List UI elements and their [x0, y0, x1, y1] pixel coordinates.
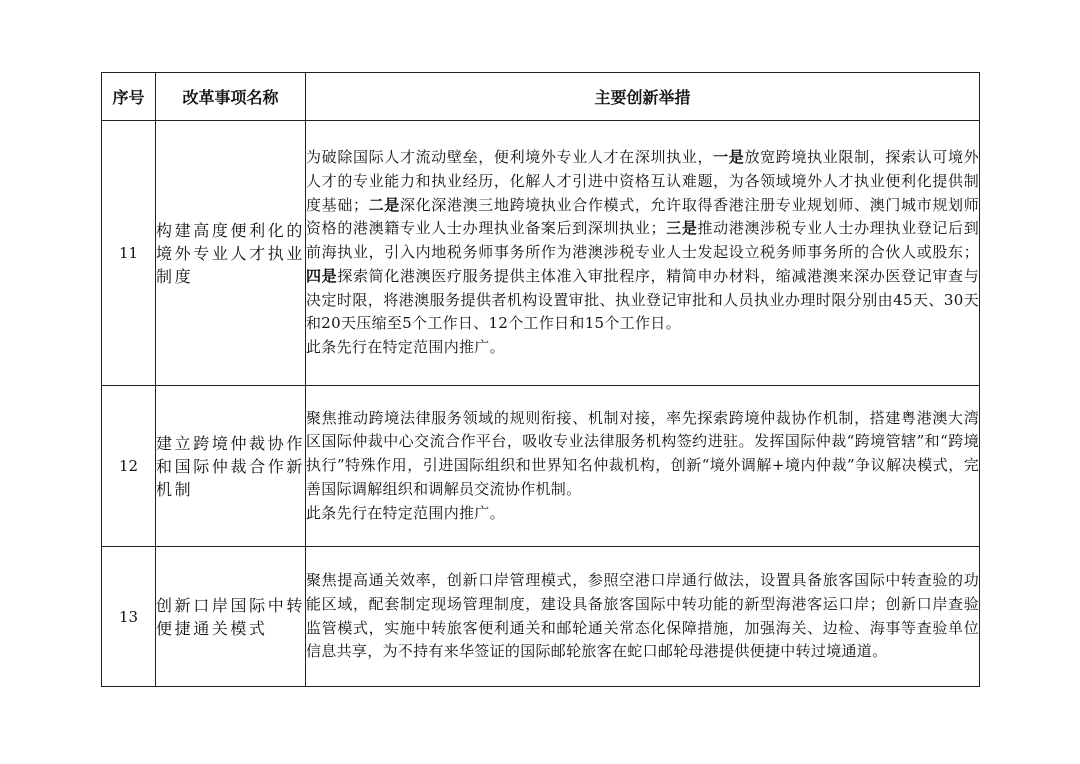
- table-row: [102, 386, 980, 547]
- row-number: 13: [102, 547, 156, 687]
- measure-segment: 放宽跨境执业限制，探索认可境外人才的专业能力和执业经历，化解人才引进中资格互认难题，为各领域境外人才执业便利化提供制度基础；: [306, 148, 979, 214]
- table-row: [102, 547, 980, 687]
- row-measures: [306, 547, 980, 687]
- measure-text: [306, 407, 979, 502]
- measure-note: 此条先行在特定范围内推广。: [306, 503, 505, 522]
- measure-text: [306, 146, 979, 336]
- measure-text: [306, 569, 979, 664]
- row-number: 12: [102, 386, 156, 547]
- measure-ordinal: 三是: [665, 219, 698, 238]
- measure-note: 此条先行在特定范围内推广。: [306, 337, 505, 356]
- measure-segment: 探索简化港澳医疗服务提供主体准入审批程序，精简申办材料，缩减港澳来深办医登记审查与决定时限，将港澳服务提供者机构设置审批、执业登记审批和人员执业办理时限分别由45天、30天和20天压缩至5个工作日、12个工作日和15个工作日。: [306, 266, 979, 333]
- row-name: 建立跨境仲裁协作和国际仲裁合作新机制: [156, 386, 306, 547]
- row-name: 创新口岸国际中转便捷通关模式: [156, 547, 306, 687]
- row-measures: [306, 386, 980, 547]
- measure-segment: 深化深港澳三地跨境执业合作模式，允许取得香港注册专业规划师、澳门城市规划师资格的港澳籍专业人士办理执业备案后到深圳执业；: [306, 195, 979, 238]
- row-number: 11: [102, 121, 156, 386]
- measure-segment: 聚焦推动跨境法律服务领域的规则衔接、机制对接，率先探索跨境仲裁协作机制，搭建粤港澳大湾区国际仲裁中心交流合作平台，吸收专业法律服务机构签约进驻。发挥国际仲裁“跨境管辖”和“跨境执行”特殊作用，引进国际组织和世界知名仲裁机构，创新“境外调解+境内仲裁”争议解决模式，完善国际调解组织和调解员交流协作机制。: [306, 408, 979, 498]
- measure-segment: 聚焦提高通关效率，创新口岸管理模式，参照空港口岸通行做法，设置具备旅客国际中转查验的功能区域，配套制定现场管理制度，建设具备旅客国际中转功能的新型海港客运口岸；创新口岸查验监管模式，实施中转旅客便利通关和邮轮通关常态化保障措施，加强海关、边检、海事等查验单位信息共享，为不持有来华签证的国际邮轮旅客在蛇口邮轮母港提供便捷中转过境通道。: [306, 571, 979, 661]
- row-name: 构建高度便利化的境外专业人才执业制度: [156, 121, 306, 386]
- reform-table: [101, 72, 980, 687]
- table-header-row: [102, 73, 980, 121]
- header-name: 改革事项名称: [156, 73, 306, 121]
- measure-ordinal: 一是: [713, 148, 745, 167]
- row-measures: [306, 121, 980, 386]
- measure-ordinal: 四是: [306, 266, 338, 285]
- table-row: [102, 121, 980, 386]
- measure-segment: 为破除国际人才流动壁垒，便利境外专业人才在深圳执业，: [306, 148, 714, 167]
- header-number: 序号: [102, 73, 156, 121]
- measure-ordinal: 二是: [368, 195, 400, 214]
- header-measures: 主要创新举措: [306, 73, 980, 121]
- measure-segment: 推动港澳涉税专业人士办理执业登记后到前海执业，引入内地税务师事务所作为港澳涉税专业人士发起设立税务师事务所的合伙人或股东；: [306, 219, 980, 262]
